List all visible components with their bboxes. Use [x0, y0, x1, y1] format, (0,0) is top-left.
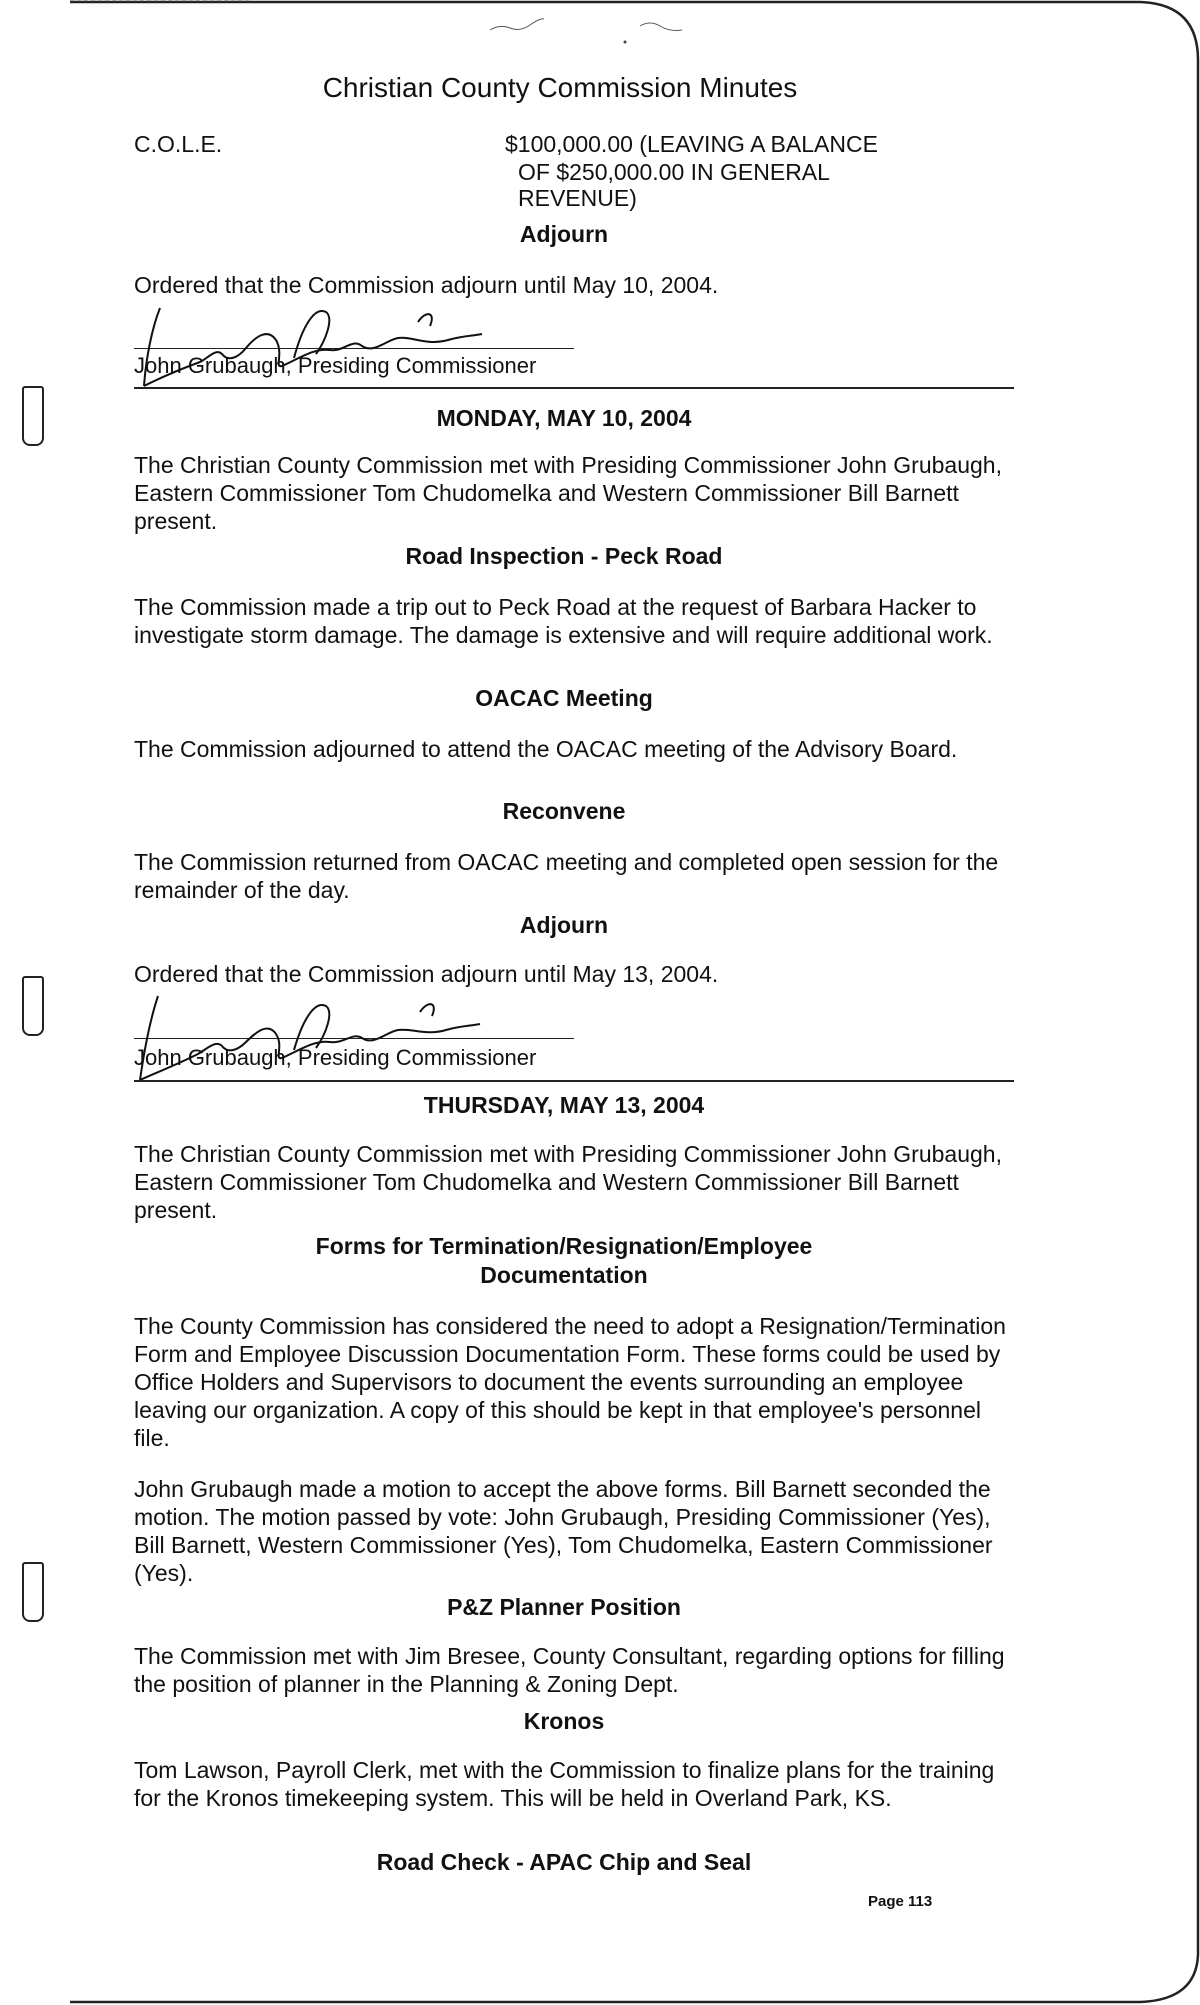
section-heading-road-check: Road Check - APAC Chip and Seal [376, 1849, 752, 1875]
handwritten-signature-1 [130, 288, 490, 398]
section-heading-oacac: OACAC Meeting [475, 685, 653, 711]
handwritten-signature-2 [128, 980, 488, 1090]
section-heading-adjourn-2: Adjourn [519, 912, 609, 938]
date-heading-thursday: THURSDAY, MAY 13, 2004 [423, 1092, 705, 1118]
section-heading-adjourn-1: Adjourn [519, 221, 609, 247]
section-heading-forms-line-2: Documentation [480, 1262, 648, 1288]
section-heading-forms-line-1: Forms for Termination/Resignation/Employee [315, 1233, 813, 1259]
punch-hole-bottom [22, 1562, 44, 1622]
forms-motion-text: John Grubaugh made a motion to accept the above forms. Bill Barnett seconded the motion. The motion passed by vote: John Grubaugh, Presiding Commissioner (Yes), Bill Barnett, Western Commissioner (Yes), Tom Chudomelka, Eastern Commissioner (Yes). [134, 1476, 993, 1586]
monday-attendance-text: The Christian County Commission met with Presiding Commissioner John Grubaugh, Eastern Commissioner Tom Chudomelka and Western Commissioner Bill Barnett present. [134, 452, 1002, 534]
section-heading-reconvene: Reconvene [502, 798, 626, 824]
punch-hole-top [22, 386, 44, 446]
adjourn-2-text: Ordered that the Commission adjourn until May 13, 2004. [134, 961, 719, 987]
signature-name-1: John Grubaugh, Presiding Commissioner [134, 353, 537, 378]
date-heading-monday: MONDAY, MAY 10, 2004 [436, 405, 692, 431]
punch-hole-middle [22, 976, 44, 1036]
signature-name-2: John Grubaugh, Presiding Commissioner [134, 1045, 537, 1070]
scan-specks [480, 8, 720, 48]
road-inspection-text: The Commission made a trip out to Peck Road at the request of Barbara Hacker to investigate storm damage. The damage is extensive and will require additional work. [134, 594, 993, 648]
reconvene-text: The Commission returned from OACAC meeting and completed open session for the remainder of the day. [134, 849, 999, 903]
kronos-text: Tom Lawson, Payroll Clerk, met with the Commission to finalize plans for the training for the Kronos timekeeping system. This will be held in Overland Park, KS. [134, 1757, 995, 1811]
section-heading-road-inspection: Road Inspection - Peck Road [405, 543, 723, 569]
section-divider-1 [134, 387, 1014, 389]
section-heading-pz-planner: P&Z Planner Position [447, 1594, 681, 1620]
document-title: Christian County Commission Minutes [322, 72, 798, 103]
cole-amount-line-2: OF $250,000.00 IN GENERAL [518, 159, 830, 185]
adjourn-1-text: Ordered that the Commission adjourn until May 10, 2004. [134, 272, 719, 298]
page-number: Page 113 [868, 1893, 933, 1910]
section-divider-2 [134, 1080, 1014, 1082]
cole-label: C.O.L.E. [134, 131, 223, 157]
thursday-attendance-text: The Christian County Commission met with Presiding Commissioner John Grubaugh, Eastern Commissioner Tom Chudomelka and Western Commissioner Bill Barnett present. [134, 1141, 1002, 1223]
section-heading-kronos: Kronos [523, 1708, 605, 1734]
cole-amount-line-3: REVENUE) [518, 185, 637, 211]
cole-amount-line-1: $100,000.00 (LEAVING A BALANCE [505, 131, 878, 157]
pz-planner-text: The Commission met with Jim Bresee, County Consultant, regarding options for filling the position of planner in the Planning & Zoning Dept. [134, 1643, 1005, 1697]
oacac-text: The Commission adjourned to attend the OACAC meeting of the Advisory Board. [134, 736, 958, 762]
forms-text: The County Commission has considered the need to adopt a Resignation/Termination Form and Employee Discussion Documentation Form. These forms could be used by Office Holders and Supervisors to document the events surrounding an employee leaving our organization. A copy of this should be kept in that employee's personnel file. [134, 1313, 1006, 1451]
